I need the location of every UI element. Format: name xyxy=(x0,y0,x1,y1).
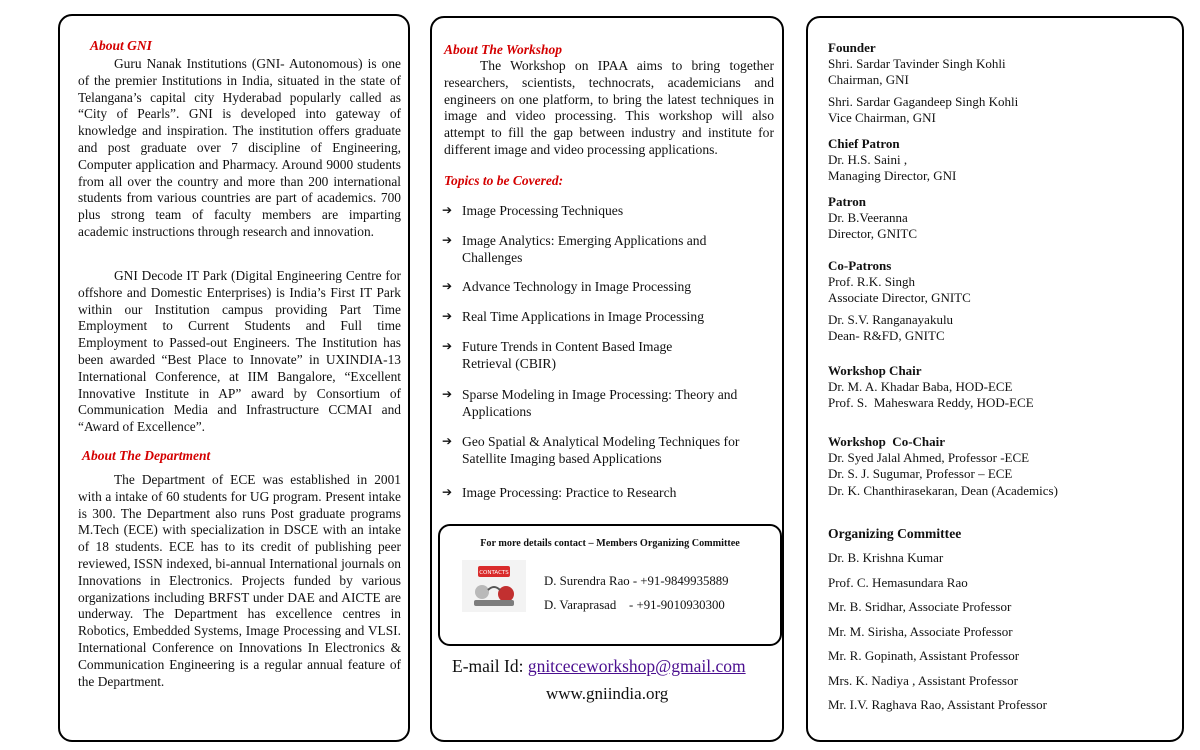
committee-line: Prof. S. Maheswara Reddy, HOD-ECE xyxy=(828,395,1034,411)
topic-item xyxy=(442,386,737,420)
topic-item xyxy=(442,484,676,501)
committee-line: Associate Director, GNITC xyxy=(828,290,971,306)
committee-line: Dr. M. A. Khadar Baba, HOD-ECE xyxy=(828,379,1013,394)
committee-panel xyxy=(806,16,1184,742)
arrow-icon: ➔ xyxy=(442,339,453,353)
committee-line: Managing Director, GNI xyxy=(828,168,957,184)
topic-item xyxy=(442,433,739,467)
committee-line: Dr. K. Chanthirasekaran, Dean (Academics) xyxy=(828,482,1058,498)
committee-line: Chairman, GNI xyxy=(828,72,909,88)
topic-text: Real Time Applications in Image Processing xyxy=(462,309,705,324)
chief-patron-heading: Chief Patron xyxy=(828,136,900,151)
topic-text: Geo Spatial & Analytical Modeling Techniques for xyxy=(462,434,740,449)
committee-line: Mr. M. Sirisha, Associate Professor xyxy=(828,623,1013,639)
founder-section xyxy=(828,40,1018,127)
about-gni-paragraph-1: Guru Nanak Institutions (GNI- Autonomous) is one of the premier Institutions in India, situated in the state of Telangana’s capital city Hyderabad popularly called as “City of Pearls”. GNI is developed into gateway of knowledge and inspiration. The institution offers graduate and post graduate over 7 discipline of Engineering, Computer application and Pharmacy. Around 9000 students from all over the country and more than 200 international students from various countries are part of academics. 700 plus strong team of faculty members are imparting academic instructions through research and innovation. xyxy=(78,56,401,239)
topic-text: Image Processing: Practice to Research xyxy=(462,485,677,500)
arrow-icon: ➔ xyxy=(442,279,453,293)
topic-item xyxy=(442,338,672,372)
organizing-committee-heading: Organizing Committee xyxy=(828,526,962,541)
about-department-heading: About The Department xyxy=(82,448,211,463)
about-workshop-paragraph: The Workshop on IPAA aims to bring together researchers, scientists, technocrats, academicians and engineers on one platform, to bring the latest techniques in image and video processing. This workshop will also attempt to fill the gap between industry and institute for different image and video processing applications. xyxy=(444,58,774,157)
arrow-icon: ➔ xyxy=(442,309,453,323)
topic-item xyxy=(442,308,704,325)
patron-section xyxy=(828,194,917,243)
committee-line: Mr. B. Sridhar, Associate Professor xyxy=(828,599,1012,614)
committee-line: Mr. I.V. Raghava Rao, Assistant Professor xyxy=(828,697,1047,712)
arrow-icon: ➔ xyxy=(442,485,453,499)
committee-line: Dr. S. J. Sugumar, Professor – ECE xyxy=(828,466,1013,482)
about-panel xyxy=(58,14,410,742)
about-gni-heading: About GNI xyxy=(90,38,152,53)
committee-line: Mrs. K. Nadiya , Assistant Professor xyxy=(828,672,1018,688)
committee-line: Shri. Sardar Tavinder Singh Kohli xyxy=(828,56,1006,71)
workshop-chair-heading: Workshop Chair xyxy=(828,363,922,378)
arrow-icon: ➔ xyxy=(442,434,453,448)
committee-line: Dr. Syed Jalal Ahmed, Professor -ECE xyxy=(828,450,1030,465)
committee-line: Dean- R&FD, GNITC xyxy=(828,328,945,344)
arrow-icon: ➔ xyxy=(442,233,453,247)
committee-line: Dr. B. Krishna Kumar xyxy=(828,550,944,565)
founder-heading: Founder xyxy=(828,40,876,55)
website-link[interactable]: www.gniindia.org xyxy=(546,684,669,703)
topic-item xyxy=(442,278,691,295)
about-gni-paragraph-2: GNI Decode IT Park (Digital Engineering Centre for offshore and Domestic Enterprises) is India’s First IT Park within our Institution campus providing Part Time Employment to Current Students and Full time Employment to Passed-out Engineers. The Institution has been awarded “Best Place to Innovate” in UXINDIA-13 International Conference, at IIM Bangalore, “Excellent Innovative Institute in AP” award by Consortium of Communication Media and Infrastructure CCMAI and “Award of Excellence”. xyxy=(78,268,401,435)
contact-box xyxy=(438,524,782,646)
topic-text: Future Trends in Content Based Image xyxy=(462,339,673,354)
co-patrons-heading: Co-Patrons xyxy=(828,258,892,273)
workshop-panel xyxy=(430,16,784,742)
organizing-committee-section xyxy=(828,526,1047,718)
patron-heading: Patron xyxy=(828,194,867,209)
topics-heading: Topics to be Covered: xyxy=(444,173,564,188)
committee-line: Dr. B.Veeranna xyxy=(828,210,908,225)
contacts-illustration-label: CONTACTS xyxy=(479,570,509,576)
about-workshop-heading: About The Workshop xyxy=(444,42,563,57)
topic-text: Challenges xyxy=(462,250,523,265)
contact-person-2: D. Varaprasad - +91-9010930300 xyxy=(544,598,725,612)
committee-line: Vice Chairman, GNI xyxy=(828,110,936,126)
workshop-cochair-section xyxy=(828,434,1058,499)
chief-patron-section xyxy=(828,136,956,185)
topic-text: Sparse Modeling in Image Processing: Theory and xyxy=(462,387,738,402)
email-label: E-mail Id: xyxy=(452,656,528,676)
topic-text: Advance Technology in Image Processing xyxy=(462,279,692,294)
about-department-paragraph: The Department of ECE was established in 2001 with a intake of 60 students for UG program. Present intake is 300. The Department also runs Post graduate programs M.Tech (ECE) with specialization in DSCE with an intake of 18 students. ECE has to its credit of publishing peer reviewed, ISSN indexed, bi-annual International journals on Innovations in Electronics. Projects funded by various organizations including BRFST under DAE and AICTE are underway. The Department has excellence centres in Robotics, Embedded Systems, Image Processing and VLSI. International Conference on Innovations In Electronics & Communication Engineering is a regular annual feature of the Department. xyxy=(78,472,401,689)
contact-person-1: D. Surendra Rao - +91-9849935889 xyxy=(544,574,729,588)
topic-text: Image Analytics: Emerging Applications and xyxy=(462,233,707,248)
committee-line: Mr. R. Gopinath, Assistant Professor xyxy=(828,648,1020,663)
topic-text: Applications xyxy=(462,404,532,419)
committee-line: Shri. Sardar Gagandeep Singh Kohli xyxy=(828,93,1019,109)
committee-line: Prof. C. Hemasundara Rao xyxy=(828,574,968,590)
arrow-icon: ➔ xyxy=(442,203,453,217)
topic-text: Satellite Imaging based Applications xyxy=(462,451,662,466)
contacts-illustration xyxy=(462,560,526,612)
workshop-cochair-heading: Workshop Co-Chair xyxy=(828,434,946,449)
workshop-chair-section xyxy=(828,363,1034,412)
co-patrons-section xyxy=(828,258,971,345)
topic-text: Retrieval (CBIR) xyxy=(462,356,557,371)
topic-item xyxy=(442,202,623,219)
topic-text: Image Processing Techniques xyxy=(462,203,624,218)
email-link[interactable]: gnitceceworkshop@gmail.com xyxy=(527,656,746,676)
committee-line: Director, GNITC xyxy=(828,226,918,242)
committee-line: Dr. S.V. Ranganayakulu xyxy=(828,311,954,327)
topic-item xyxy=(442,232,706,266)
committee-line: Prof. R.K. Singh xyxy=(828,274,916,289)
contact-heading: For more details contact – Members Organizing Committee xyxy=(480,538,740,549)
committee-line: Dr. H.S. Saini , xyxy=(828,152,908,167)
email-line xyxy=(452,656,746,677)
arrow-icon: ➔ xyxy=(442,387,453,401)
